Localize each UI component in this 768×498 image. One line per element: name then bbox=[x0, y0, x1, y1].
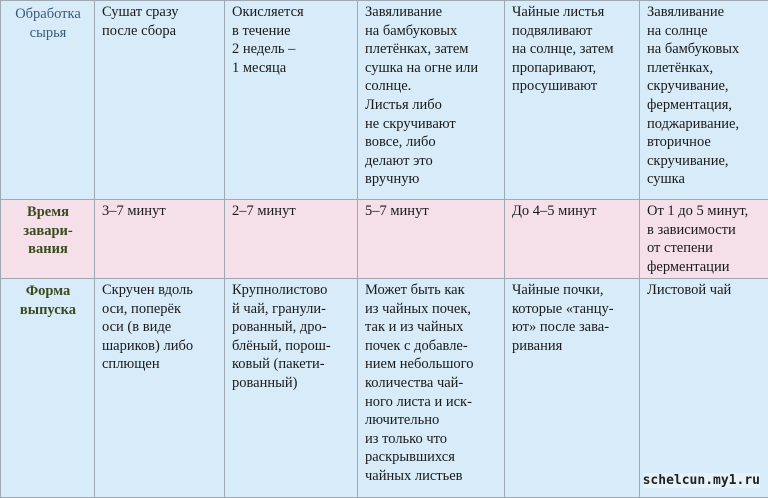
watermark: schelcun.my1.ru bbox=[643, 473, 760, 488]
table-cell: Окисляется в течение 2 недель – 1 месяца bbox=[225, 1, 358, 200]
row-header-brew-time: Время завари- вания bbox=[1, 200, 95, 279]
table-cell: От 1 до 5 минут, в зависимости от степени ферментации bbox=[640, 200, 768, 279]
table-cell: Сушат сразу после сбора bbox=[95, 1, 225, 200]
table-row-processing bbox=[1, 1, 768, 200]
table-cell: Может быть как из чайных почек, так и из чайных почек с добавле- нием небольшого количества чай- ного листа и иск- лючительно из только что раскрывшихся чайных листьев bbox=[358, 279, 505, 498]
table-cell: 3–7 минут bbox=[95, 200, 225, 279]
table-cell: Завяливание на солнце на бамбуковых плетёнках, скручивание, ферментация, поджаривание, вторичное скручивание, сушка bbox=[640, 1, 768, 200]
table-cell: Скручен вдоль оси, поперёк оси (в виде шариков) либо сплющен bbox=[95, 279, 225, 498]
table-row-brew-time bbox=[1, 200, 768, 279]
table-cell: Чайные листья подвяливают на солнце, затем пропаривают, просушивают bbox=[505, 1, 640, 200]
table-cell: Завяливание на бамбуковых плетёнках, затем сушка на огне или солнце. Листья либо не скручивают вовсе, либо делают это вручную bbox=[358, 1, 505, 200]
table-cell: Крупнолистово й чай, гранули- рованный, дро- блёный, порош- ковый (пакети- рованный) bbox=[225, 279, 358, 498]
row-header-form: Форма выпуска bbox=[1, 279, 95, 498]
table-cell: Чайные почки, которые «танцу- ют» после зава- ривания bbox=[505, 279, 640, 498]
table-cell: До 4–5 минут bbox=[505, 200, 640, 279]
table-cell: Листовой чай bbox=[640, 279, 768, 498]
row-header-processing: Обработка сырья bbox=[1, 1, 95, 200]
table-row-form bbox=[1, 279, 768, 498]
table-cell: 5–7 минут bbox=[358, 200, 505, 279]
table-cell: 2–7 минут bbox=[225, 200, 358, 279]
